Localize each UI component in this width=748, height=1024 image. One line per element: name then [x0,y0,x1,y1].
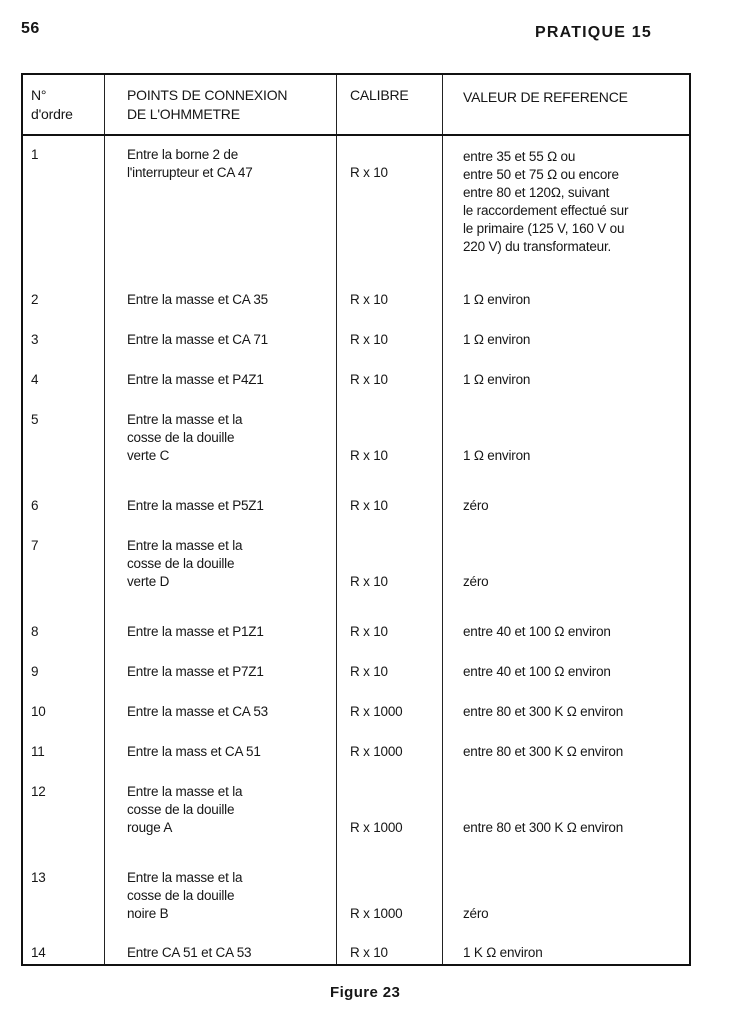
connection-points: Entre la masse et la cosse de la douille verte C [127,412,243,463]
calibre-value: R x 10 [350,372,388,387]
calibre-value: R x 10 [350,292,388,307]
reference-value: zéro [463,906,489,921]
calibre-value: R x 1000 [350,906,403,921]
calibre-value: R x 10 [350,574,388,589]
reference-value: entre 40 et 100 Ω environ [463,664,611,679]
calibre-value: R x 1000 [350,820,403,835]
row-number: 8 [31,624,39,639]
row-number: 9 [31,664,39,679]
calibre-value: R x 10 [350,448,388,463]
reference-value: entre 40 et 100 Ω environ [463,624,611,639]
page-number: 56 [21,20,40,37]
calibre-value: R x 10 [350,165,388,180]
reference-value: zéro [463,498,489,513]
reference-value: entre 80 et 300 K Ω environ [463,704,624,719]
reference-value: entre 80 et 300 K Ω environ [463,820,624,835]
column-divider [442,75,443,964]
reference-value: entre 35 et 55 Ω ou entre 50 et 75 Ω ou encore entre 80 et 120Ω, suivant le raccordement effectué sur le primaire (125 V, 160 V ou 220 V) du transformateur. [463,149,629,254]
column-divider [336,75,337,964]
reference-value: 1 Ω environ [463,448,531,463]
connection-points: Entre la masse et P1Z1 [127,624,264,639]
row-number: 12 [31,784,46,799]
row-number: 13 [31,870,46,885]
connection-points: Entre la masse et CA 35 [127,292,268,307]
connection-points: Entre la mass et CA 51 [127,744,261,759]
connection-points: Entre la masse et P4Z1 [127,372,264,387]
connection-points: Entre la masse et la cosse de la douille rouge A [127,784,243,835]
column-divider [104,75,105,964]
connection-points: Entre la masse et P5Z1 [127,498,264,513]
connection-points: Entre la masse et CA 71 [127,332,268,347]
calibre-value: R x 10 [350,624,388,639]
reference-value: 1 Ω environ [463,332,531,347]
header-valeur: VALEUR DE REFERENCE [463,89,628,105]
connection-points: Entre la masse et P7Z1 [127,664,264,679]
reference-value: entre 80 et 300 K Ω environ [463,744,624,759]
reference-value: zéro [463,574,489,589]
connection-points: Entre la borne 2 de l'interrupteur et CA 47 [127,147,253,180]
running-head: PRATIQUE 15 [535,24,652,41]
row-number: 3 [31,332,39,347]
figure-caption: Figure 23 [330,984,401,1001]
row-number: 7 [31,538,39,553]
calibre-value: R x 10 [350,664,388,679]
header-num: N° d'ordre [31,87,73,122]
row-number: 5 [31,412,39,427]
row-number: 2 [31,292,39,307]
calibre-value: R x 1000 [350,744,403,759]
calibre-value: R x 10 [350,332,388,347]
header-points: POINTS DE CONNEXION DE L'OHMMETRE [127,87,288,122]
row-number: 6 [31,498,39,513]
row-number: 11 [31,744,45,759]
reference-value: 1 Ω environ [463,292,531,307]
connection-points: Entre la masse et la cosse de la douille noire B [127,870,243,921]
header-divider [23,134,689,136]
connection-points: Entre la masse et CA 53 [127,704,268,719]
calibre-value: R x 10 [350,498,388,513]
calibre-value: R x 1000 [350,704,403,719]
row-number: 4 [31,372,39,387]
row-number: 1 [31,147,39,162]
resistance-reference-table [21,73,691,966]
row-number: 14 [31,945,46,960]
header-calibre: CALIBRE [350,87,409,103]
row-number: 10 [31,704,46,719]
calibre-value: R x 10 [350,945,388,960]
reference-value: 1 Ω environ [463,372,531,387]
connection-points: Entre la masse et la cosse de la douille verte D [127,538,243,589]
connection-points: Entre CA 51 et CA 53 [127,945,252,960]
reference-value: 1 K Ω environ [463,945,543,960]
